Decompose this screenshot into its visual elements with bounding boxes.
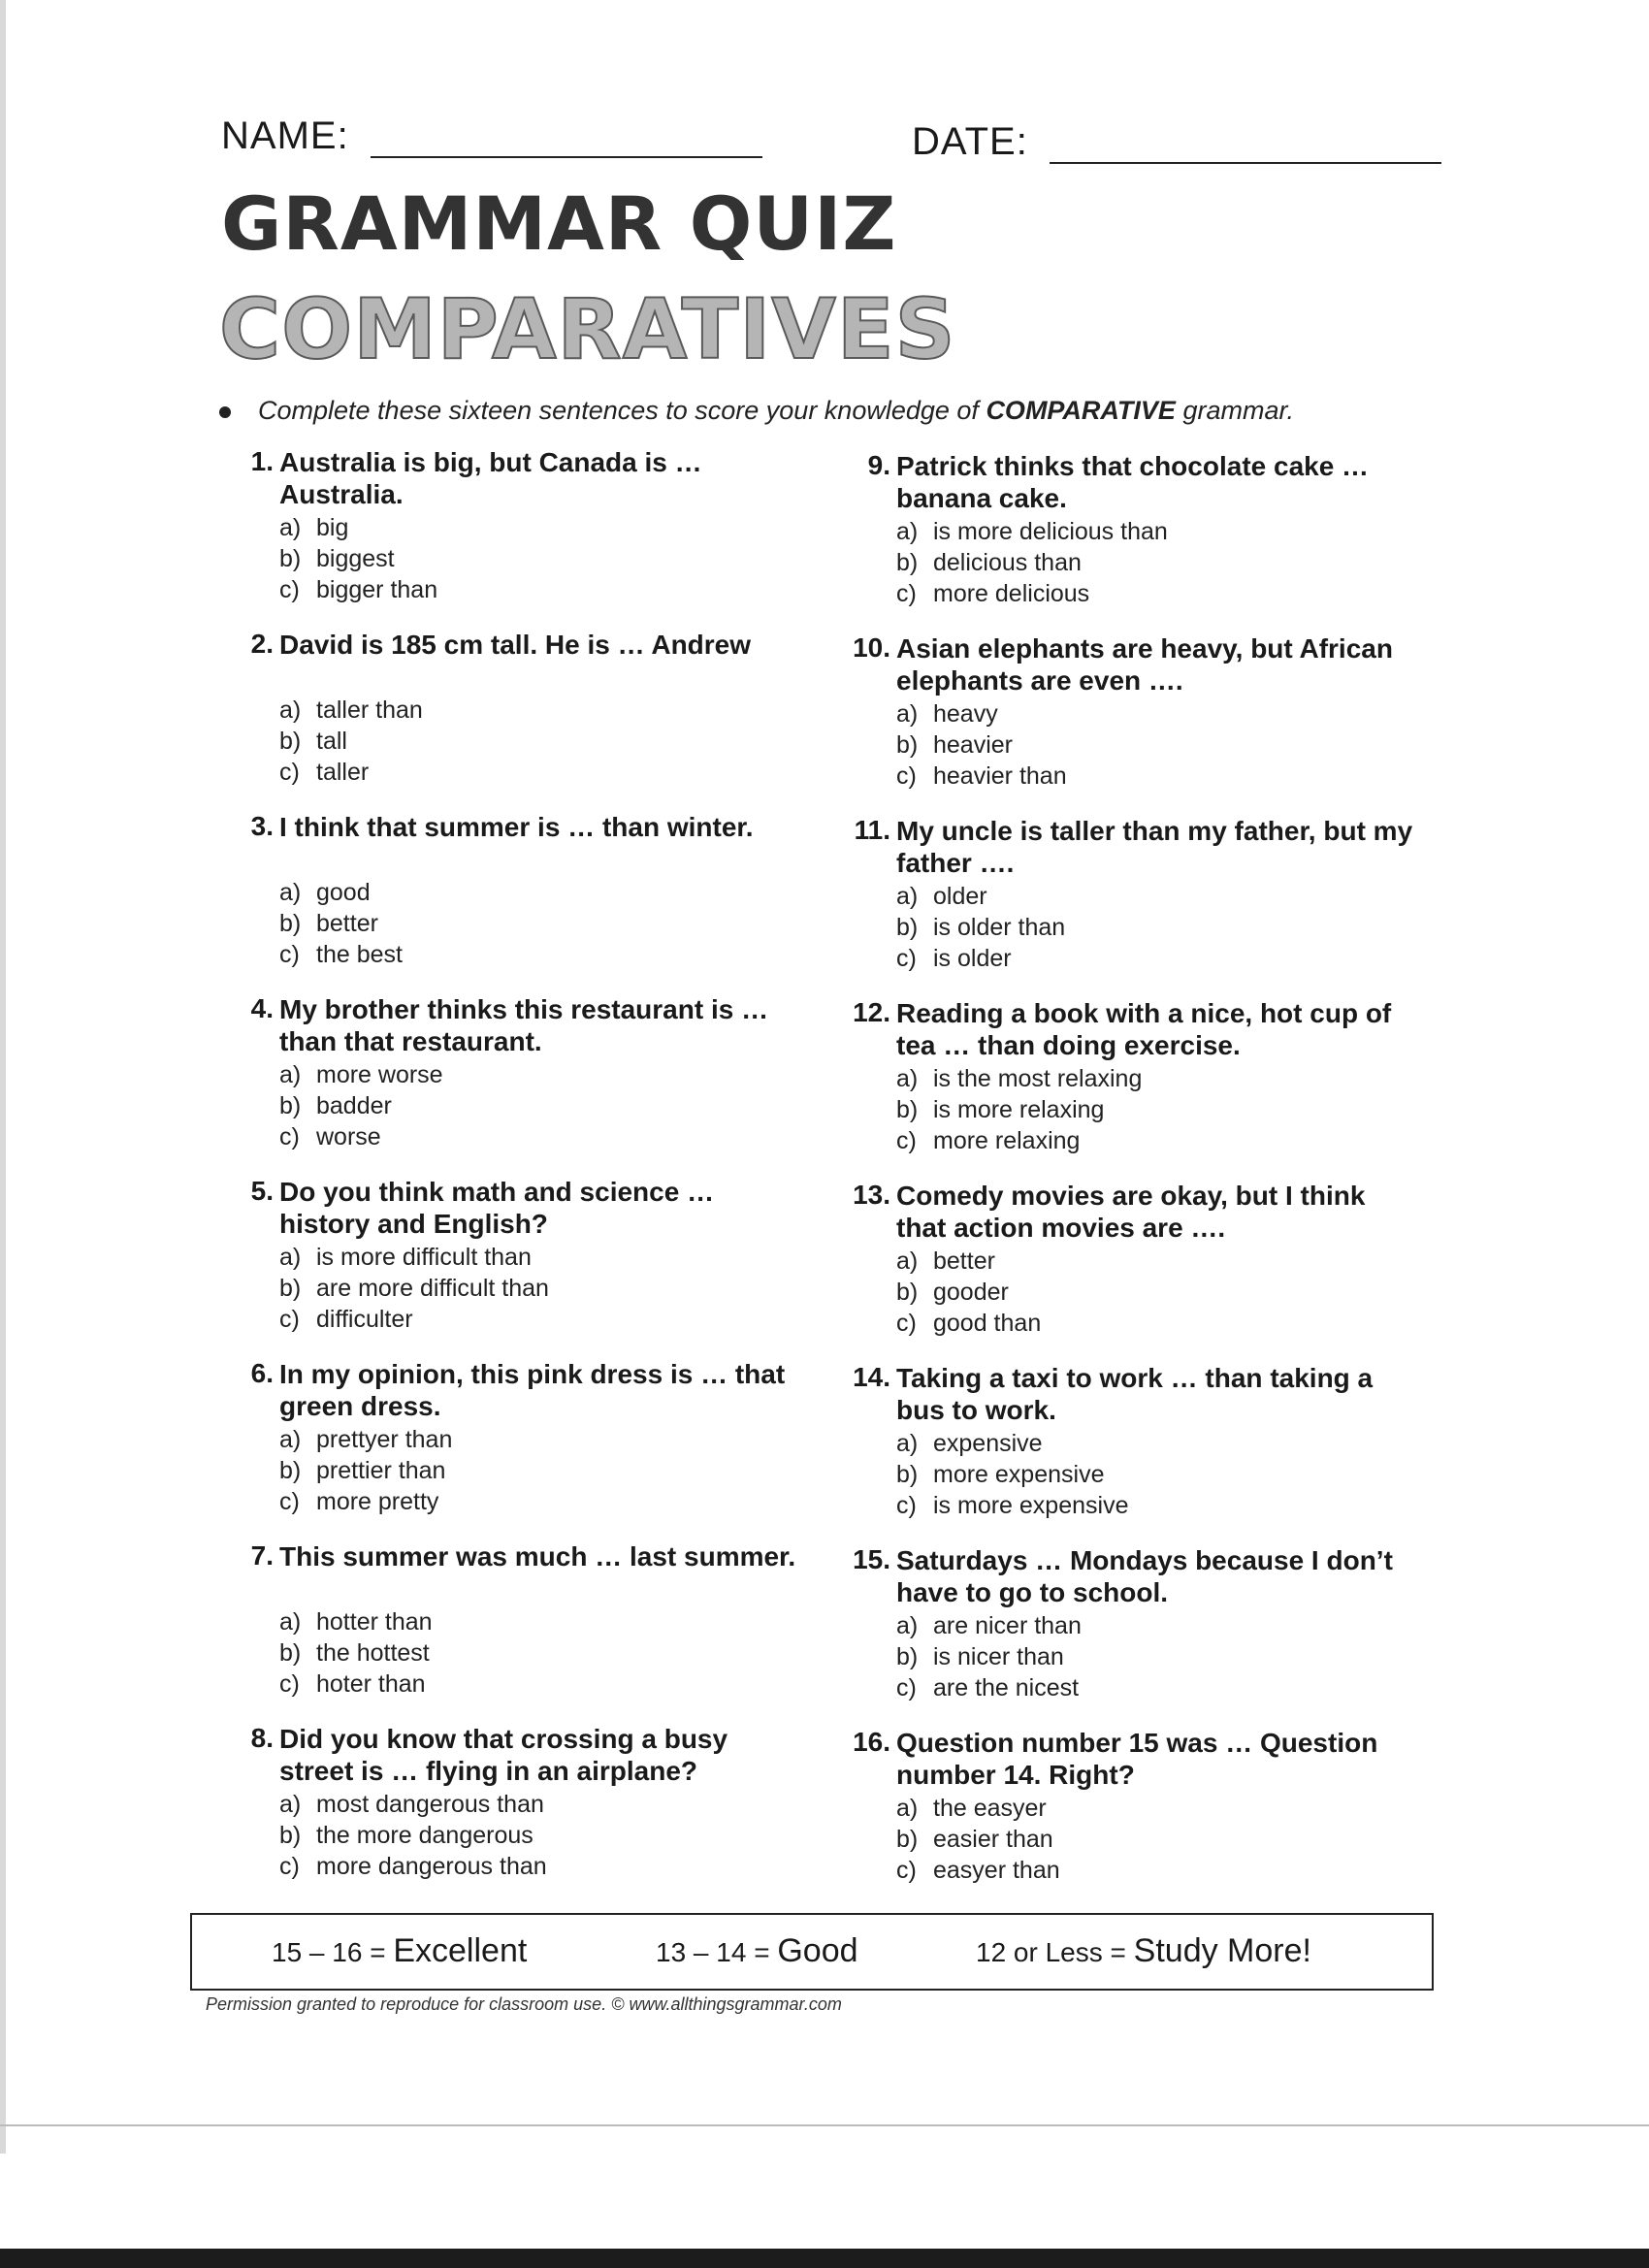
- answer-option[interactable]: [279, 1304, 549, 1335]
- question-text: Saturdays … Mondays because I don’t have to go to school.: [896, 1545, 1393, 1607]
- question-number: 5.: [250, 1176, 274, 1206]
- answer-option[interactable]: [279, 1820, 547, 1851]
- question-item: [215, 993, 797, 1176]
- option-letter: c): [279, 1670, 300, 1698]
- option-text: hoter than: [316, 1670, 426, 1698]
- answer-option[interactable]: [279, 695, 423, 726]
- question-number: 12.: [853, 997, 890, 1027]
- option-text: bigger than: [316, 576, 438, 603]
- question-number: 7.: [250, 1540, 274, 1571]
- score-label: Good: [777, 1932, 858, 1969]
- option-letter: a): [896, 1247, 919, 1275]
- option-text: heavier than: [933, 762, 1067, 790]
- score-good: [656, 1932, 858, 1970]
- option-text: heavy: [933, 700, 998, 728]
- answer-option[interactable]: [896, 1459, 1128, 1490]
- question-text: Taking a taxi to work … than taking a bus to work.: [896, 1363, 1374, 1425]
- answer-option[interactable]: [279, 543, 437, 574]
- answer-option[interactable]: [896, 547, 1168, 578]
- answer-option[interactable]: [896, 1246, 1041, 1277]
- question-text: I think that summer is … than winter.: [279, 812, 754, 842]
- question-number: 11.: [854, 815, 890, 845]
- date-label: DATE:: [912, 120, 1028, 163]
- question-text: This summer was much … last summer.: [279, 1541, 796, 1571]
- option-text: more worse: [316, 1061, 443, 1088]
- option-text: are more difficult than: [316, 1275, 549, 1302]
- answer-option[interactable]: [279, 1851, 547, 1882]
- answer-option[interactable]: [896, 1672, 1082, 1703]
- answer-option[interactable]: [896, 1277, 1041, 1308]
- option-text: more pretty: [316, 1488, 439, 1515]
- question-item: [832, 632, 1414, 815]
- answer-option[interactable]: [279, 877, 403, 908]
- question-item: [215, 1723, 797, 1905]
- option-letter: b): [279, 1092, 302, 1119]
- option-letter: a): [896, 518, 919, 545]
- option-letter: a): [279, 1244, 302, 1271]
- option-letter: c): [279, 1306, 300, 1333]
- answer-option[interactable]: [896, 761, 1067, 792]
- answer-options: [896, 1246, 1041, 1339]
- bullet-icon: [219, 406, 231, 418]
- answer-option[interactable]: [279, 512, 437, 543]
- option-text: biggest: [316, 545, 395, 572]
- option-letter: a): [896, 1612, 919, 1639]
- instructions-end: grammar.: [1175, 396, 1294, 425]
- answer-option[interactable]: [279, 1424, 452, 1455]
- option-text: taller than: [316, 697, 423, 724]
- option-text: is the most relaxing: [933, 1065, 1143, 1092]
- answer-option[interactable]: [279, 1059, 443, 1090]
- questions-left-column: [215, 446, 797, 1905]
- option-letter: c): [279, 1123, 300, 1150]
- answer-option[interactable]: [896, 1428, 1128, 1459]
- answer-options: [279, 1424, 452, 1517]
- option-letter: c): [279, 1853, 300, 1880]
- option-text: more expensive: [933, 1461, 1105, 1488]
- option-text: prettyer than: [316, 1426, 453, 1453]
- option-letter: b): [896, 1279, 919, 1306]
- question-text: Patrick thinks that chocolate cake … banana cake.: [896, 451, 1370, 513]
- question-number: 14.: [853, 1362, 890, 1392]
- option-letter: b): [279, 1457, 302, 1484]
- question-text: Comedy movies are okay, but I think that action movies are ….: [896, 1181, 1366, 1243]
- quiz-subtitle: COMPARATIVES: [219, 281, 956, 378]
- option-letter: b): [279, 545, 302, 572]
- question-text: Did you know that crossing a busy street is … flying in an airplane?: [279, 1724, 728, 1786]
- answer-options: [279, 1059, 443, 1152]
- option-letter: b): [896, 1096, 919, 1123]
- option-letter: a): [279, 1426, 302, 1453]
- question-item: [832, 1362, 1414, 1544]
- answer-options: [896, 1610, 1082, 1703]
- option-letter: c): [279, 576, 300, 603]
- question-item: [215, 629, 797, 811]
- option-text: is more delicious than: [933, 518, 1168, 545]
- option-text: the best: [316, 941, 403, 968]
- option-text: tall: [316, 728, 347, 755]
- option-letter: c): [896, 1492, 917, 1519]
- option-text: more relaxing: [933, 1127, 1081, 1154]
- question-text: Question number 15 was … Question number 14. Right?: [896, 1728, 1378, 1790]
- option-text: the more dangerous: [316, 1822, 534, 1849]
- option-text: easier than: [933, 1826, 1053, 1853]
- question-text: My brother thinks this restaurant is … than that restaurant.: [279, 994, 769, 1056]
- option-text: taller: [316, 759, 370, 786]
- option-text: is older: [933, 945, 1012, 972]
- option-letter: a): [896, 1795, 919, 1822]
- question-item: [215, 1540, 797, 1723]
- question-item: [832, 815, 1414, 997]
- answer-option[interactable]: [896, 1824, 1060, 1855]
- option-letter: c): [896, 580, 917, 607]
- score-range: 15 – 16 =: [272, 1937, 394, 1967]
- option-text: worse: [316, 1123, 381, 1150]
- answer-option[interactable]: [896, 1490, 1128, 1521]
- answer-option[interactable]: [896, 698, 1067, 729]
- option-text: heavier: [933, 731, 1013, 759]
- option-text: is more relaxing: [933, 1096, 1105, 1123]
- option-letter: b): [896, 914, 919, 941]
- option-text: prettier than: [316, 1457, 446, 1484]
- scan-bottom-band: [0, 2249, 1649, 2268]
- answer-option[interactable]: [896, 1308, 1041, 1339]
- score-box: [190, 1913, 1434, 1991]
- answer-option[interactable]: [279, 1606, 433, 1637]
- option-letter: a): [279, 1608, 302, 1636]
- option-letter: b): [896, 731, 919, 759]
- option-text: difficulter: [316, 1306, 413, 1333]
- option-letter: a): [896, 1065, 919, 1092]
- answer-option[interactable]: [896, 1793, 1060, 1824]
- question-item: [832, 1180, 1414, 1362]
- option-text: badder: [316, 1092, 392, 1119]
- question-item: [832, 997, 1414, 1180]
- option-letter: c): [279, 759, 300, 786]
- answer-option[interactable]: [279, 757, 423, 788]
- option-text: are nicer than: [933, 1612, 1082, 1639]
- option-text: expensive: [933, 1430, 1043, 1457]
- answer-option[interactable]: [896, 881, 1065, 912]
- answer-options: [896, 1063, 1142, 1156]
- score-label: Study More!: [1133, 1932, 1311, 1969]
- option-text: easyer than: [933, 1857, 1060, 1884]
- option-text: is nicer than: [933, 1643, 1064, 1670]
- quiz-title: GRAMMAR QUIZ: [221, 180, 897, 267]
- question-text: Asian elephants are heavy, but African elephants are even ….: [896, 633, 1393, 696]
- question-number: 16.: [853, 1727, 890, 1757]
- option-letter: b): [896, 1461, 919, 1488]
- question-number: 3.: [250, 811, 274, 841]
- answer-option[interactable]: [279, 1273, 549, 1304]
- option-text: most dangerous than: [316, 1791, 544, 1818]
- question-item: [215, 446, 797, 629]
- name-label: NAME:: [221, 114, 349, 157]
- answer-option[interactable]: [896, 516, 1168, 547]
- answer-options: [896, 1428, 1128, 1521]
- question-number: 4.: [250, 993, 274, 1023]
- answer-option[interactable]: [279, 726, 423, 757]
- question-item: [215, 1358, 797, 1540]
- date-row: [912, 120, 1441, 164]
- date-blank-line: [1050, 123, 1441, 164]
- option-text: more delicious: [933, 580, 1090, 607]
- answer-options: [896, 1793, 1060, 1886]
- answer-option[interactable]: [279, 1090, 443, 1121]
- option-letter: c): [279, 1488, 300, 1515]
- option-letter: a): [896, 700, 919, 728]
- answer-option[interactable]: [896, 1125, 1142, 1156]
- option-text: delicious than: [933, 549, 1082, 576]
- option-text: better: [316, 910, 378, 937]
- answer-option[interactable]: [896, 943, 1065, 974]
- question-text: My uncle is taller than my father, but my father ….: [896, 816, 1413, 878]
- option-letter: c): [896, 1857, 917, 1884]
- name-blank-line: [371, 117, 762, 158]
- answer-option[interactable]: [279, 1242, 549, 1273]
- score-range: 12 or Less =: [976, 1937, 1134, 1967]
- option-text: good than: [933, 1310, 1042, 1337]
- answer-option[interactable]: [279, 1121, 443, 1152]
- question-number: 2.: [250, 629, 274, 659]
- option-text: hotter than: [316, 1608, 433, 1636]
- option-text: good: [316, 879, 371, 906]
- option-letter: b): [896, 549, 919, 576]
- score-excellent: [272, 1932, 527, 1970]
- question-number: 8.: [250, 1723, 274, 1753]
- option-text: the easyer: [933, 1795, 1047, 1822]
- answer-option[interactable]: [896, 1610, 1082, 1641]
- option-letter: c): [896, 1310, 917, 1337]
- answer-option[interactable]: [896, 1094, 1142, 1125]
- option-letter: a): [279, 697, 302, 724]
- instructions: [219, 396, 1294, 426]
- option-text: more dangerous than: [316, 1853, 547, 1880]
- question-item: [215, 1176, 797, 1358]
- question-item: [832, 1727, 1414, 1909]
- option-letter: b): [279, 728, 302, 755]
- score-study-more: [976, 1932, 1311, 1970]
- answer-options: [896, 698, 1067, 792]
- answer-option[interactable]: [896, 578, 1168, 609]
- option-text: gooder: [933, 1279, 1009, 1306]
- answer-option[interactable]: [279, 939, 403, 970]
- answer-option[interactable]: [279, 1789, 547, 1820]
- permission-footer: Permission granted to reproduce for classroom use. © www.allthingsgrammar.com: [206, 1994, 842, 2014]
- answer-options: [279, 1789, 547, 1882]
- answer-option[interactable]: [279, 1669, 433, 1700]
- option-text: is more difficult than: [316, 1244, 532, 1271]
- question-text: David is 185 cm tall. He is … Andrew: [279, 630, 752, 660]
- option-letter: b): [896, 1826, 919, 1853]
- option-letter: a): [896, 1430, 919, 1457]
- option-text: the hottest: [316, 1639, 430, 1667]
- option-text: better: [933, 1247, 995, 1275]
- answer-options: [279, 695, 423, 788]
- question-item: [215, 811, 797, 993]
- option-text: big: [316, 514, 349, 541]
- option-letter: c): [896, 762, 917, 790]
- option-letter: b): [279, 910, 302, 937]
- option-text: is more expensive: [933, 1492, 1129, 1519]
- option-letter: b): [279, 1275, 302, 1302]
- answer-options: [279, 1242, 549, 1335]
- question-item: [832, 450, 1414, 632]
- page-divider: [0, 2124, 1649, 2126]
- option-letter: b): [279, 1639, 302, 1667]
- instructions-emphasis: COMPARATIVE: [986, 396, 1176, 425]
- option-letter: a): [279, 1061, 302, 1088]
- page-left-edge: [0, 0, 6, 2154]
- question-number: 9.: [867, 450, 890, 480]
- option-text: are the nicest: [933, 1674, 1080, 1701]
- question-text: Reading a book with a nice, hot cup of tea … than doing exercise.: [896, 998, 1392, 1060]
- answer-option[interactable]: [279, 1455, 452, 1486]
- answer-options: [279, 877, 403, 970]
- answer-option[interactable]: [896, 1855, 1060, 1886]
- option-text: older: [933, 883, 987, 910]
- answer-options: [279, 1606, 433, 1700]
- question-text: In my opinion, this pink dress is … that green dress.: [279, 1359, 786, 1421]
- answer-options: [896, 516, 1168, 609]
- option-text: is older than: [933, 914, 1066, 941]
- option-letter: a): [279, 514, 302, 541]
- question-number: 1.: [250, 446, 274, 476]
- option-letter: c): [896, 1127, 917, 1154]
- answer-options: [279, 512, 437, 605]
- answer-option[interactable]: [279, 574, 437, 605]
- instructions-text: Complete these sixteen sentences to score your knowledge of: [258, 396, 986, 425]
- answer-option[interactable]: [279, 908, 403, 939]
- answer-option[interactable]: [279, 1637, 433, 1669]
- answer-option[interactable]: [896, 912, 1065, 943]
- option-letter: b): [279, 1822, 302, 1849]
- answer-option[interactable]: [279, 1486, 452, 1517]
- option-letter: c): [896, 1674, 917, 1701]
- question-item: [832, 1544, 1414, 1727]
- option-letter: c): [896, 945, 917, 972]
- answer-option[interactable]: [896, 729, 1067, 761]
- option-letter: a): [279, 1791, 302, 1818]
- answer-option[interactable]: [896, 1641, 1082, 1672]
- answer-option[interactable]: [896, 1063, 1142, 1094]
- question-number: 10.: [853, 632, 890, 663]
- name-row: [221, 114, 762, 158]
- question-text: Australia is big, but Canada is … Australia.: [279, 447, 702, 509]
- question-number: 15.: [853, 1544, 890, 1574]
- score-label: Excellent: [393, 1932, 528, 1969]
- question-number: 13.: [853, 1180, 890, 1210]
- option-letter: a): [279, 879, 302, 906]
- option-letter: b): [896, 1643, 919, 1670]
- question-text: Do you think math and science … history and English?: [279, 1177, 715, 1239]
- score-range: 13 – 14 =: [656, 1937, 778, 1967]
- answer-options: [896, 881, 1065, 974]
- questions-right-column: [832, 450, 1414, 1909]
- option-letter: a): [896, 883, 919, 910]
- question-number: 6.: [250, 1358, 274, 1388]
- option-letter: c): [279, 941, 300, 968]
